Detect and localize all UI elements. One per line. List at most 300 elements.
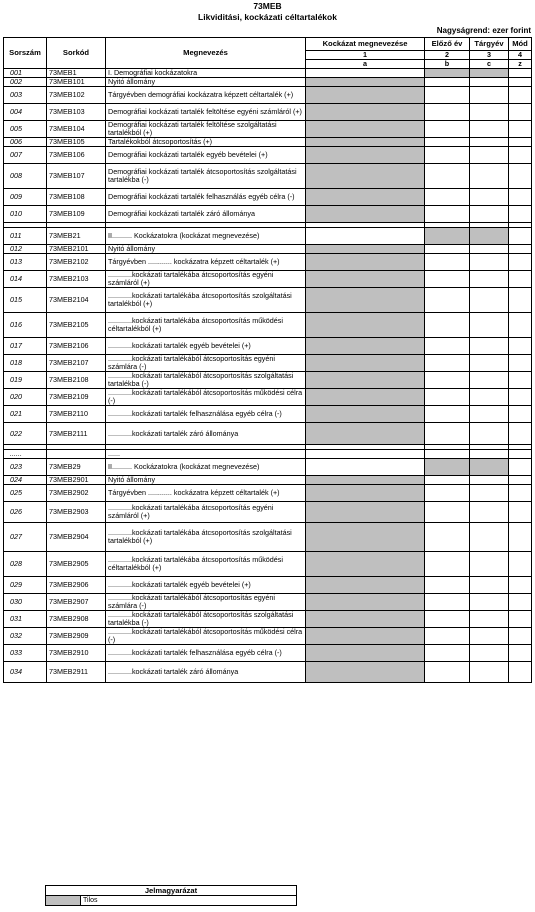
cell-mod[interactable] — [509, 271, 532, 288]
cell-targyev[interactable] — [470, 164, 509, 189]
data-table — [3, 37, 532, 683]
col-header-kockazat: Kockázat megnevezése — [306, 38, 425, 51]
row-number: 025 — [4, 485, 47, 502]
row-description: II.......... Kockázatokra (kockázat megnevezése) — [106, 228, 306, 245]
cell-kockazat — [306, 206, 425, 223]
cell-targyev[interactable] — [470, 502, 509, 523]
row-number: 011 — [4, 228, 47, 245]
row-description: ............kockázati tartalék záró állománya — [106, 662, 306, 683]
row-description: ............kockázati tartalékába átcsoportosítás működési céltartalékból (+) — [106, 313, 306, 338]
row-number: 021 — [4, 406, 47, 423]
cell-mod[interactable] — [509, 594, 532, 611]
cell-mod[interactable] — [509, 355, 532, 372]
cell-targyev[interactable] — [470, 245, 509, 254]
table-row — [4, 138, 532, 147]
cell-targyev[interactable] — [470, 355, 509, 372]
cell-kockazat[interactable] — [306, 228, 425, 245]
cell-kockazat — [306, 104, 425, 121]
row-number: 009 — [4, 189, 47, 206]
row-number: 005 — [4, 121, 47, 138]
cell-kockazat — [306, 628, 425, 645]
cell-kockazat — [306, 271, 425, 288]
row-number: 022 — [4, 423, 47, 445]
row-description: ............kockázati tartalékába átcsoportosítás működési céltartalékból (+) — [106, 552, 306, 577]
row-number: 031 — [4, 611, 47, 628]
cell-kockazat — [306, 78, 425, 87]
form-title: Likviditási, kockázati céltartalékok — [198, 12, 337, 22]
table-row — [4, 147, 532, 164]
cell-mod[interactable] — [509, 313, 532, 338]
row-code: 73MEB106 — [47, 147, 106, 164]
cell-elozo-ev[interactable] — [425, 78, 470, 87]
row-description: Demográfiai kockázati tartalék záró állománya — [106, 206, 306, 223]
cell-mod[interactable] — [509, 611, 532, 628]
row-number: 012 — [4, 245, 47, 254]
table-row — [4, 502, 532, 523]
cell-targyev[interactable] — [470, 189, 509, 206]
col-header-elozo-ev: Előző év — [425, 38, 470, 51]
unit-label: Nagyságrend: ezer forint — [436, 26, 531, 35]
row-number: 016 — [4, 313, 47, 338]
cell-targyev[interactable] — [470, 87, 509, 104]
cell-kockazat — [306, 288, 425, 313]
row-number: 015 — [4, 288, 47, 313]
col-header-sorkod: Sorkód — [47, 38, 106, 69]
row-number: 029 — [4, 577, 47, 594]
col-header-sorszam: Sorszám — [4, 38, 47, 69]
table-row — [4, 611, 532, 628]
cell-mod[interactable] — [509, 406, 532, 423]
row-description: Demográfiai kockázati tartalék átcsoportosítás szolgáltatási tartalékba (-) — [106, 164, 306, 189]
col-header-targyev: Tárgyév — [470, 38, 509, 51]
row-code: 73MEB2903 — [47, 502, 106, 523]
cell-kockazat — [306, 423, 425, 445]
row-number: 026 — [4, 502, 47, 523]
cell-kockazat — [306, 611, 425, 628]
cell-kockazat — [306, 594, 425, 611]
cell-elozo-ev[interactable] — [425, 355, 470, 372]
cell-targyev[interactable] — [470, 611, 509, 628]
legend-title: Jelmagyarázat — [46, 886, 297, 896]
cell-elozo-ev[interactable] — [425, 164, 470, 189]
row-code: 73MEB21 — [47, 228, 106, 245]
cell-targyev[interactable] — [470, 662, 509, 683]
cell-targyev[interactable] — [470, 271, 509, 288]
cell-mod[interactable] — [509, 645, 532, 662]
cell-mod[interactable] — [509, 69, 532, 78]
cell-kockazat — [306, 662, 425, 683]
row-code: 73MEB2904 — [47, 523, 106, 552]
row-number: 013 — [4, 254, 47, 271]
cell-kockazat — [306, 245, 425, 254]
cell-targyev[interactable] — [470, 138, 509, 147]
cell-targyev[interactable] — [470, 104, 509, 121]
row-number: ...... — [4, 450, 47, 459]
cell-kockazat — [306, 87, 425, 104]
row-description: ............kockázati tartalék felhasználása egyéb célra (-) — [106, 645, 306, 662]
cell-elozo-ev[interactable] — [425, 338, 470, 355]
row-description: ............kockázati tartalékába átcsoportosítás egyéni számláról (+) — [106, 271, 306, 288]
cell-elozo-ev[interactable] — [425, 594, 470, 611]
cell-targyev[interactable] — [470, 577, 509, 594]
row-description: Tárgyévben ............ kockázatra képzett céltartalék (+) — [106, 254, 306, 271]
cell-targyev[interactable] — [470, 206, 509, 223]
row-number: 032 — [4, 628, 47, 645]
cell-mod[interactable] — [509, 338, 532, 355]
row-number: 024 — [4, 476, 47, 485]
row-description: II.......... Kockázatokra (kockázat megnevezése) — [106, 459, 306, 476]
row-description: ............kockázati tartalék egyéb bevételei (+) — [106, 338, 306, 355]
cell-mod[interactable] — [509, 485, 532, 502]
row-description: Tárgyévben demográfiai kockázatra képzett céltartalék (+) — [106, 87, 306, 104]
cell-kockazat — [306, 189, 425, 206]
cell-mod[interactable] — [509, 459, 532, 476]
cell-elozo-ev[interactable] — [425, 523, 470, 552]
row-code: 73MEB2910 — [47, 645, 106, 662]
table-row — [4, 87, 532, 104]
row-number: 007 — [4, 147, 47, 164]
row-code: 73MEB2106 — [47, 338, 106, 355]
row-code: 73MEB2911 — [47, 662, 106, 683]
row-number: 019 — [4, 372, 47, 389]
cell-kockazat — [306, 338, 425, 355]
row-number: 020 — [4, 389, 47, 406]
cell-kockazat — [306, 406, 425, 423]
cell-elozo-ev[interactable] — [425, 476, 470, 485]
row-code — [47, 450, 106, 459]
table-row — [4, 254, 532, 271]
row-number: 014 — [4, 271, 47, 288]
cell-elozo-ev[interactable] — [425, 372, 470, 389]
cell-elozo-ev[interactable] — [425, 313, 470, 338]
row-description: Nyitó állomány — [106, 245, 306, 254]
cell-elozo-ev — [425, 450, 470, 459]
cell-targyev[interactable] — [470, 645, 509, 662]
cell-kockazat — [306, 138, 425, 147]
row-code: 73MEB2103 — [47, 271, 106, 288]
row-code: 73MEB105 — [47, 138, 106, 147]
cell-targyev[interactable] — [470, 338, 509, 355]
row-description: ............kockázati tartalékából átcsoportosítás működési célra (-) — [106, 628, 306, 645]
col-letter-c: c — [470, 60, 509, 69]
col-header-mod: Mód — [509, 38, 532, 51]
cell-mod[interactable] — [509, 164, 532, 189]
cell-targyev[interactable] — [470, 313, 509, 338]
row-description: ............kockázati tartalékába átcsoportosítás egyéni számláról (+) — [106, 502, 306, 523]
cell-targyev — [470, 459, 509, 476]
row-description: Nyitó állomány — [106, 476, 306, 485]
row-description: ............kockázati tartalékából átcsoportosítás egyéni számlára (-) — [106, 594, 306, 611]
legend-shade-swatch — [46, 896, 81, 906]
table-row — [4, 121, 532, 138]
table-row — [4, 372, 532, 389]
row-number: 033 — [4, 645, 47, 662]
cell-targyev[interactable] — [470, 476, 509, 485]
cell-mod[interactable] — [509, 228, 532, 245]
table-row — [4, 459, 532, 476]
form-code: 73MEB — [253, 1, 282, 11]
row-code: 73MEB108 — [47, 189, 106, 206]
cell-mod[interactable] — [509, 552, 532, 577]
cell-kockazat — [306, 450, 425, 459]
cell-elozo-ev[interactable] — [425, 577, 470, 594]
table-row — [4, 104, 532, 121]
cell-mod[interactable] — [509, 189, 532, 206]
table-row — [4, 245, 532, 254]
table-row — [4, 577, 532, 594]
cell-kockazat — [306, 372, 425, 389]
row-number: 003 — [4, 87, 47, 104]
cell-mod[interactable] — [509, 138, 532, 147]
cell-kockazat — [306, 523, 425, 552]
row-number: 008 — [4, 164, 47, 189]
cell-mod[interactable] — [509, 502, 532, 523]
cell-mod[interactable] — [509, 662, 532, 683]
row-code: 73MEB109 — [47, 206, 106, 223]
cell-targyev[interactable] — [470, 485, 509, 502]
row-number: 028 — [4, 552, 47, 577]
table-body — [4, 69, 532, 683]
cell-mod[interactable] — [509, 476, 532, 485]
table-row — [4, 355, 532, 372]
table-row — [4, 271, 532, 288]
table-row — [4, 338, 532, 355]
cell-mod[interactable] — [509, 577, 532, 594]
cell-elozo-ev — [425, 459, 470, 476]
row-description: ............kockázati tartalékából átcsoportosítás egyéni számlára (-) — [106, 355, 306, 372]
cell-kockazat — [306, 313, 425, 338]
cell-elozo-ev[interactable] — [425, 611, 470, 628]
row-number: 030 — [4, 594, 47, 611]
cell-kockazat — [306, 552, 425, 577]
cell-targyev — [470, 450, 509, 459]
legend — [45, 885, 297, 906]
row-code: 73MEB2905 — [47, 552, 106, 577]
cell-elozo-ev[interactable] — [425, 502, 470, 523]
cell-mod[interactable] — [509, 254, 532, 271]
cell-elozo-ev[interactable] — [425, 485, 470, 502]
cell-mod[interactable] — [509, 245, 532, 254]
table-row — [4, 552, 532, 577]
cell-targyev[interactable] — [470, 628, 509, 645]
row-code: 73MEB2110 — [47, 406, 106, 423]
row-number: 002 — [4, 78, 47, 87]
table-row — [4, 645, 532, 662]
row-number: 017 — [4, 338, 47, 355]
row-number: 004 — [4, 104, 47, 121]
table-row — [4, 389, 532, 406]
row-code: 73MEB2104 — [47, 288, 106, 313]
col-number-4: 4 — [509, 51, 532, 60]
table-row — [4, 628, 532, 645]
row-number: 001 — [4, 69, 47, 78]
table-header — [4, 38, 532, 69]
cell-kockazat[interactable] — [306, 69, 425, 78]
table-row — [4, 288, 532, 313]
cell-kockazat — [306, 355, 425, 372]
cell-targyev — [470, 69, 509, 78]
legend-tilos-label: Tilos — [81, 896, 297, 906]
col-number-2: 2 — [425, 51, 470, 60]
cell-kockazat — [306, 254, 425, 271]
cell-elozo-ev[interactable] — [425, 121, 470, 138]
cell-elozo-ev[interactable] — [425, 389, 470, 406]
row-code: 73MEB2107 — [47, 355, 106, 372]
cell-targyev[interactable] — [470, 372, 509, 389]
row-description: ............kockázati tartalék felhasználása egyéb célra (-) — [106, 406, 306, 423]
cell-kockazat — [306, 577, 425, 594]
cell-kockazat — [306, 121, 425, 138]
cell-targyev[interactable] — [470, 78, 509, 87]
cell-kockazat — [306, 502, 425, 523]
cell-mod[interactable] — [509, 288, 532, 313]
cell-targyev[interactable] — [470, 552, 509, 577]
cell-kockazat — [306, 389, 425, 406]
table-row — [4, 662, 532, 683]
row-description: ............kockázati tartalékából átcsoportosítás szolgáltatási tartalékba (-) — [106, 611, 306, 628]
row-number: 006 — [4, 138, 47, 147]
cell-targyev[interactable] — [470, 288, 509, 313]
row-code: 73MEB2908 — [47, 611, 106, 628]
table-row — [4, 450, 532, 459]
cell-targyev[interactable] — [470, 121, 509, 138]
cell-elozo-ev[interactable] — [425, 552, 470, 577]
row-description: ............kockázati tartalékába átcsoportosítás szolgáltatási tartalékból (+) — [106, 523, 306, 552]
cell-elozo-ev[interactable] — [425, 206, 470, 223]
cell-targyev[interactable] — [470, 423, 509, 445]
cell-elozo-ev[interactable] — [425, 189, 470, 206]
table-row — [4, 423, 532, 445]
row-description: Tartalékokból átcsoportosítás (+) — [106, 138, 306, 147]
cell-elozo-ev[interactable] — [425, 138, 470, 147]
cell-mod[interactable] — [509, 628, 532, 645]
cell-elozo-ev[interactable] — [425, 254, 470, 271]
cell-targyev[interactable] — [470, 254, 509, 271]
row-description: Demográfiai kockázati tartalék felhasználás egyéb célra (-) — [106, 189, 306, 206]
table-row — [4, 164, 532, 189]
cell-elozo-ev[interactable] — [425, 245, 470, 254]
cell-elozo-ev[interactable] — [425, 87, 470, 104]
table-row — [4, 189, 532, 206]
row-code: 73MEB1 — [47, 69, 106, 78]
row-code: 73MEB102 — [47, 87, 106, 104]
row-description: ............kockázati tartalékából átcsoportosítás szolgáltatási tartalékba (-) — [106, 372, 306, 389]
cell-targyev[interactable] — [470, 523, 509, 552]
cell-targyev[interactable] — [470, 389, 509, 406]
cell-mod[interactable] — [509, 78, 532, 87]
cell-elozo-ev[interactable] — [425, 271, 470, 288]
row-number: 010 — [4, 206, 47, 223]
cell-elozo-ev[interactable] — [425, 628, 470, 645]
row-code: 73MEB29 — [47, 459, 106, 476]
cell-elozo-ev[interactable] — [425, 662, 470, 683]
cell-kockazat — [306, 147, 425, 164]
cell-mod[interactable] — [509, 206, 532, 223]
table-row — [4, 523, 532, 552]
table-row — [4, 69, 532, 78]
row-code: 73MEB2102 — [47, 254, 106, 271]
row-description: Demográfiai kockázati tartalék egyéb bevételei (+) — [106, 147, 306, 164]
cell-mod[interactable] — [509, 372, 532, 389]
col-letter-z: z — [509, 60, 532, 69]
cell-elozo-ev — [425, 69, 470, 78]
cell-targyev[interactable] — [470, 594, 509, 611]
cell-mod — [509, 450, 532, 459]
row-number: 027 — [4, 523, 47, 552]
row-number: 023 — [4, 459, 47, 476]
cell-mod[interactable] — [509, 87, 532, 104]
table-row — [4, 406, 532, 423]
row-description: ............kockázati tartalék záró állománya — [106, 423, 306, 445]
cell-elozo-ev[interactable] — [425, 147, 470, 164]
table-row — [4, 228, 532, 245]
cell-elozo-ev[interactable] — [425, 104, 470, 121]
table-row — [4, 485, 532, 502]
cell-kockazat — [306, 476, 425, 485]
cell-elozo-ev[interactable] — [425, 645, 470, 662]
row-description: Tárgyévben ............ kockázatra képzett céltartalék (+) — [106, 485, 306, 502]
row-code: 73MEB2109 — [47, 389, 106, 406]
cell-kockazat[interactable] — [306, 459, 425, 476]
table-row — [4, 594, 532, 611]
row-code: 73MEB101 — [47, 78, 106, 87]
row-code: 73MEB2101 — [47, 245, 106, 254]
table-row — [4, 206, 532, 223]
row-code: 73MEB2909 — [47, 628, 106, 645]
cell-elozo-ev[interactable] — [425, 423, 470, 445]
cell-mod[interactable] — [509, 104, 532, 121]
cell-targyev[interactable] — [470, 147, 509, 164]
cell-elozo-ev[interactable] — [425, 406, 470, 423]
col-number-3: 3 — [470, 51, 509, 60]
row-code: 73MEB103 — [47, 104, 106, 121]
row-description: Demográfiai kockázati tartalék feltöltése egyéni számláról (+) — [106, 104, 306, 121]
table-row — [4, 313, 532, 338]
cell-mod[interactable] — [509, 523, 532, 552]
cell-kockazat — [306, 164, 425, 189]
cell-mod[interactable] — [509, 423, 532, 445]
col-letter-b: b — [425, 60, 470, 69]
row-code: 73MEB2902 — [47, 485, 106, 502]
cell-mod[interactable] — [509, 121, 532, 138]
row-code: 73MEB104 — [47, 121, 106, 138]
row-number: 018 — [4, 355, 47, 372]
row-code: 73MEB2901 — [47, 476, 106, 485]
cell-mod[interactable] — [509, 389, 532, 406]
row-description: ............kockázati tartalék egyéb bevételei (+) — [106, 577, 306, 594]
cell-mod[interactable] — [509, 147, 532, 164]
cell-targyev — [470, 228, 509, 245]
row-code: 73MEB2105 — [47, 313, 106, 338]
row-code: 73MEB107 — [47, 164, 106, 189]
cell-kockazat — [306, 645, 425, 662]
col-header-megnevezes: Megnevezés — [106, 38, 306, 69]
cell-kockazat — [306, 485, 425, 502]
row-description: Nyitó állomány — [106, 78, 306, 87]
cell-elozo-ev[interactable] — [425, 288, 470, 313]
cell-targyev[interactable] — [470, 406, 509, 423]
row-description: ...... — [106, 450, 306, 459]
table-row — [4, 78, 532, 87]
row-number: 034 — [4, 662, 47, 683]
row-code: 73MEB2907 — [47, 594, 106, 611]
row-description: ............kockázati tartalékából átcsoportosítás működési célra (-) — [106, 389, 306, 406]
col-number-1: 1 — [306, 51, 425, 60]
row-description: ............kockázati tartalékába átcsoportosítás szolgáltatási tartalékból (+) — [106, 288, 306, 313]
col-letter-a: a — [306, 60, 425, 69]
row-description: Demográfiai kockázati tartalék feltöltése szolgáltatási tartalékból (+) — [106, 121, 306, 138]
row-description: I. Demográfiai kockázatokra — [106, 69, 306, 78]
